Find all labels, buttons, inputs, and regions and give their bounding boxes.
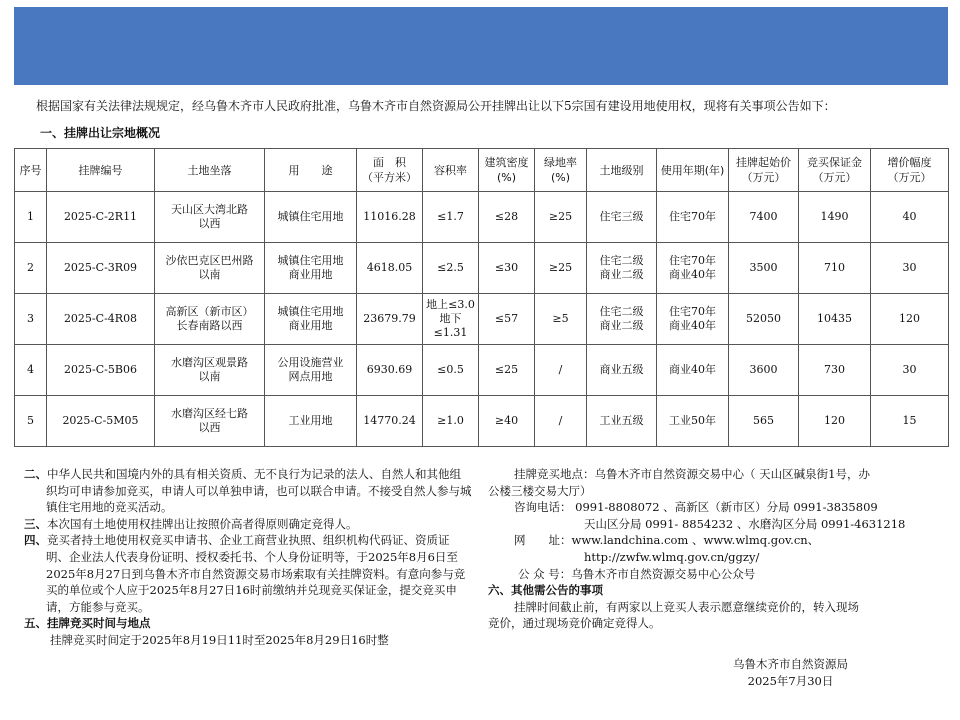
cell-plot-ratio: ≤2.5 — [423, 243, 479, 294]
col-header-plot-ratio: 容积率 — [423, 149, 479, 192]
cell-area: 11016.28 — [357, 192, 423, 243]
intro-text: 根据国家有关法律法规规定，经乌鲁木齐市人民政府批准，乌鲁木齐市自然资源局公开挂牌出让以下5宗国有建设用地使用权，现将有关事项公告如下： — [36, 99, 836, 113]
col-header-usage: 用 途 — [265, 149, 357, 192]
cell-start-price: 565 — [729, 396, 799, 447]
website-line1: 网 址：www.landchina.com 、www.wlmq.gov.cn、 — [514, 533, 820, 548]
cell-index: 1 — [15, 192, 47, 243]
cell-land-grade: 商业五级 — [587, 345, 657, 396]
section6-title: 六、其他需公告的事项 — [488, 583, 603, 598]
cell-green-rate: / — [535, 345, 587, 396]
cell-location: 水磨沟区观景路 以南 — [155, 345, 265, 396]
table-row — [15, 396, 949, 447]
col-header-deposit: 竞买保证金 （万元） — [799, 149, 871, 192]
cell-green-rate: ≥25 — [535, 192, 587, 243]
cell-location: 天山区大湾北路 以西 — [155, 192, 265, 243]
col-header-start-price: 挂牌起始价 （万元） — [729, 149, 799, 192]
cell-start-price: 3600 — [729, 345, 799, 396]
cell-increment: 40 — [871, 192, 949, 243]
signature-date: 2025年7月30日 — [747, 673, 834, 688]
cell-code: 2025-C-2R11 — [47, 192, 155, 243]
cell-density: ≤57 — [479, 294, 535, 345]
cell-green-rate: ≥25 — [535, 243, 587, 294]
signature-block — [733, 656, 848, 689]
cell-land-grade: 住宅二级 商业二级 — [587, 243, 657, 294]
section2-paragraph: 二、中华人民共和国境内外的具有相关资质、无不良行为记录的法人、自然人和其他组织均可申请参加竞买，申请人可以单独申请，也可以联合申请。不接受自然人参与城镇住宅用地的竞买活动。 — [24, 467, 472, 515]
cell-plot-ratio: ≥1.0 — [423, 396, 479, 447]
col-header-land-grade: 土地级别 — [587, 149, 657, 192]
section6-text-line2: 竞价，通过现场竞价确定竞得人。 — [488, 616, 661, 631]
cell-index: 4 — [15, 345, 47, 396]
cell-deposit: 120 — [799, 396, 871, 447]
cell-deposit: 730 — [799, 345, 871, 396]
auction-place-line2: 公楼三楼交易大厅） — [488, 483, 592, 498]
col-header-index: 序号 — [15, 149, 47, 192]
cell-index: 5 — [15, 396, 47, 447]
table-row — [15, 192, 949, 243]
cell-index: 2 — [15, 243, 47, 294]
land-table — [14, 148, 949, 447]
left-column — [24, 466, 472, 649]
cell-land-grade: 住宅二级 商业二级 — [587, 294, 657, 345]
cell-increment: 120 — [871, 294, 949, 345]
cell-area: 4618.05 — [357, 243, 423, 294]
cell-green-rate: ≥5 — [535, 294, 587, 345]
cell-density: ≤28 — [479, 192, 535, 243]
cell-usage: 城镇住宅用地 商业用地 — [265, 243, 357, 294]
cell-start-price: 52050 — [729, 294, 799, 345]
website-line2: http://zwfw.wlmq.gov.cn/ggzy/ — [584, 549, 760, 564]
cell-term: 住宅70年 商业40年 — [657, 294, 729, 345]
cell-area: 23679.79 — [357, 294, 423, 345]
cell-location: 沙依巴克区巴州路 以南 — [155, 243, 265, 294]
cell-deposit: 710 — [799, 243, 871, 294]
cell-increment: 30 — [871, 345, 949, 396]
cell-deposit: 1490 — [799, 192, 871, 243]
section6-text-line1: 挂牌时间截止前，有两家以上竞买人表示愿意继续竞价的，转入现场 — [514, 599, 859, 614]
cell-usage: 公用设施营业 网点用地 — [265, 345, 357, 396]
section1-title: 一、挂牌出让宗地概况 — [40, 126, 161, 140]
cell-land-grade: 工业五级 — [587, 396, 657, 447]
col-header-increment: 增价幅度 （万元） — [871, 149, 949, 192]
cell-plot-ratio: 地上≤3.0 地下≤1.31 — [423, 294, 479, 345]
section3-paragraph: 三、本次国有土地使用权挂牌出让按照价高者得原则确定竞得人。 — [24, 516, 358, 531]
section5-text: 挂牌竞买时间定于2025年8月19日11时至2025年8月29日16时整 — [50, 632, 389, 647]
section5-title: 五、挂牌竞买时间与地点 — [24, 616, 151, 631]
col-header-term: 使用年期(年) — [657, 149, 729, 192]
col-header-green-rate: 绿地率 (%) — [535, 149, 587, 192]
col-header-density: 建筑密度 (%) — [479, 149, 535, 192]
col-header-code: 挂牌编号 — [47, 149, 155, 192]
phone-line1: 咨询电话： 0991-8808072 、高新区（新市区）分局 0991-3835809 — [514, 500, 878, 515]
auction-place-line1: 挂牌竞买地点：乌鲁木齐市自然资源交易中心（ 天山区碱泉街1号，办 — [514, 467, 870, 481]
cell-plot-ratio: ≤1.7 — [423, 192, 479, 243]
cell-code: 2025-C-4R08 — [47, 294, 155, 345]
cell-usage: 工业用地 — [265, 396, 357, 447]
cell-usage: 城镇住宅用地 — [265, 192, 357, 243]
cell-start-price: 7400 — [729, 192, 799, 243]
col-header-area: 面 积 （平方米） — [357, 149, 423, 192]
cell-term: 住宅70年 — [657, 192, 729, 243]
cell-location: 高新区（新市区） 长春南路以西 — [155, 294, 265, 345]
table-row — [15, 243, 949, 294]
col-header-location: 土地坐落 — [155, 149, 265, 192]
cell-code: 2025-C-3R09 — [47, 243, 155, 294]
cell-land-grade: 住宅三级 — [587, 192, 657, 243]
cell-code: 2025-C-5B06 — [47, 345, 155, 396]
signature-org: 乌鲁木齐市自然资源局 — [733, 657, 848, 671]
table-row — [15, 294, 949, 345]
cell-term: 商业40年 — [657, 345, 729, 396]
header-banner — [14, 7, 948, 85]
cell-usage: 城镇住宅用地 商业用地 — [265, 294, 357, 345]
section4-paragraph: 四、竞买者持土地使用权竞买申请书、企业工商营业执照、组织机构代码证、资质证明、企业法人代表身份证明、授权委托书、个人身份证明等，于2025年8月6日至2025年8月27日到乌鲁木齐市自然资源交易市场索取有关挂牌资料。有意向参与竞买的单位或个人应于2025年8月27日16时前缴纳并兑现竞买保证金，提交竞买申请，方能参与竞买。 — [24, 533, 466, 614]
cell-location: 水磨沟区经七路 以西 — [155, 396, 265, 447]
cell-density: ≤25 — [479, 345, 535, 396]
table-header-row — [15, 149, 949, 192]
cell-term: 工业50年 — [657, 396, 729, 447]
cell-start-price: 3500 — [729, 243, 799, 294]
cell-increment: 30 — [871, 243, 949, 294]
cell-code: 2025-C-5M05 — [47, 396, 155, 447]
wechat-line: 公 众 号：乌鲁木齐市自然资源交易中心公众号 — [518, 566, 756, 581]
cell-deposit: 10435 — [799, 294, 871, 345]
cell-index: 3 — [15, 294, 47, 345]
cell-plot-ratio: ≤0.5 — [423, 345, 479, 396]
cell-term: 住宅70年 商业40年 — [657, 243, 729, 294]
cell-green-rate: / — [535, 396, 587, 447]
cell-density: ≤30 — [479, 243, 535, 294]
right-column — [488, 466, 940, 632]
cell-area: 6930.69 — [357, 345, 423, 396]
cell-area: 14770.24 — [357, 396, 423, 447]
cell-increment: 15 — [871, 396, 949, 447]
table-row — [15, 345, 949, 396]
phone-line2: 天山区分局 0991- 8854232 、水磨沟区分局 0991-4631218 — [584, 516, 906, 531]
cell-density: ≥40 — [479, 396, 535, 447]
